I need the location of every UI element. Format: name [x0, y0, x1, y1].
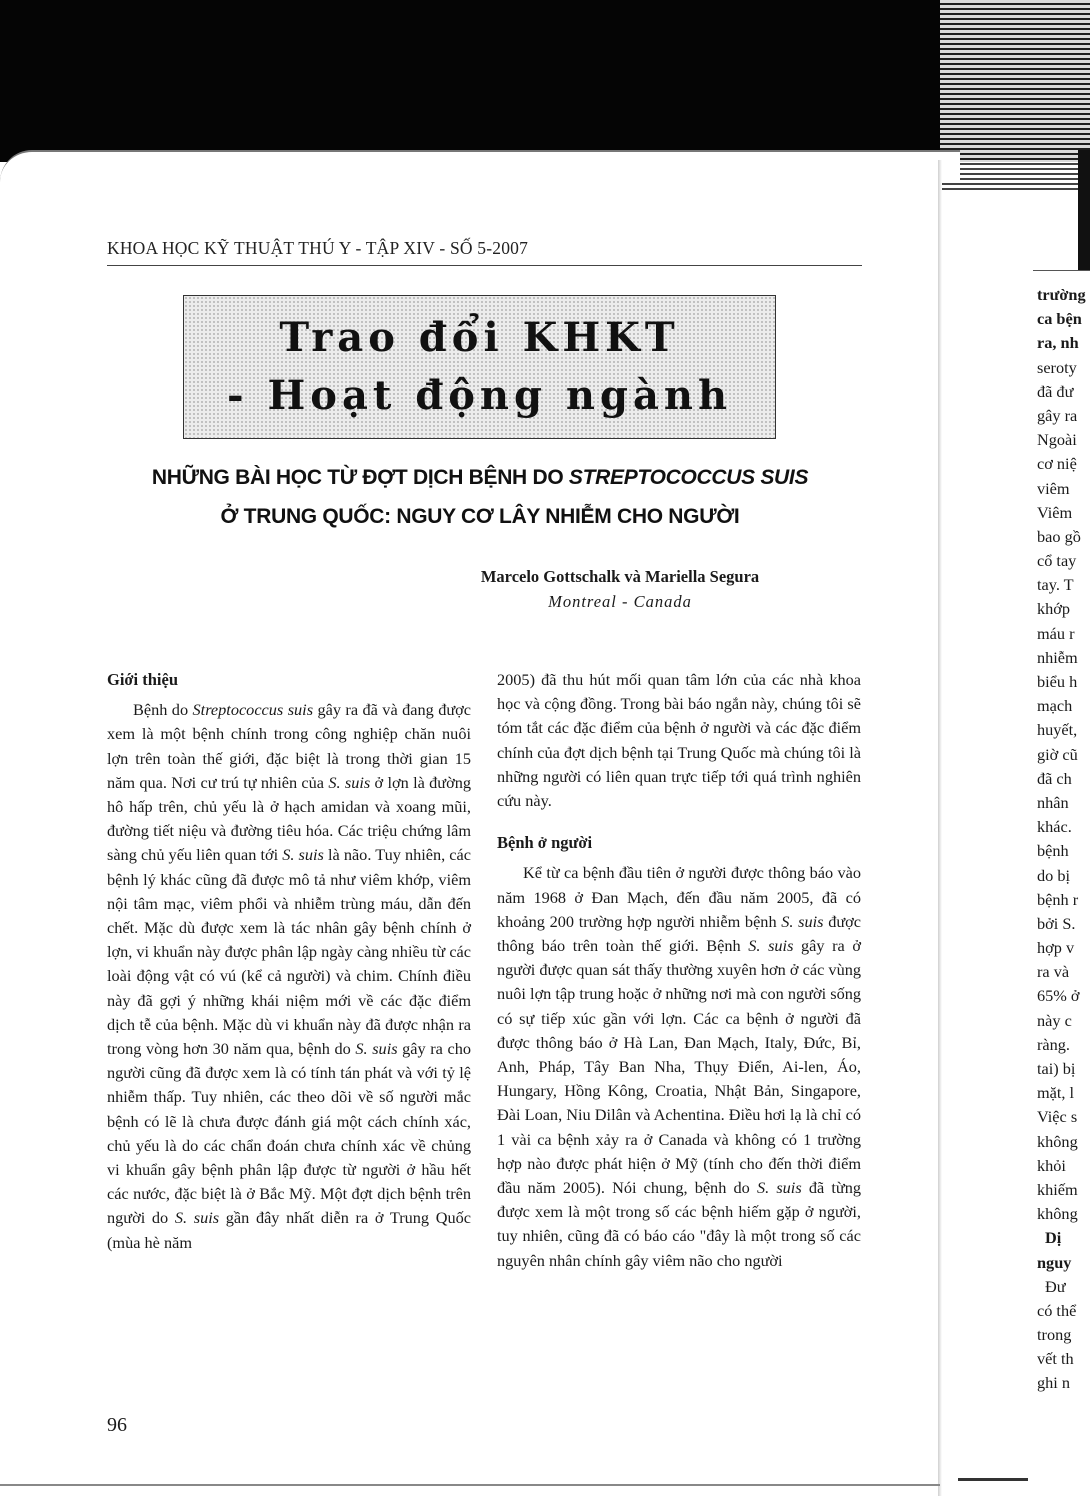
text-run: Kể từ ca bệnh đầu tiên ở người được thông báo vào năm 1968 ở Đan Mạch, đến đầu năm 2005, đã có khoảng 200 trường hợp người nhiễm bệnh — [497, 863, 861, 931]
intro-continuation: 2005) đã thu hút mối quan tâm lớn của các nhà khoa học và cộng đồng. Trong bài báo ngắn này, chúng tôi sẽ tóm tắt các đặc điểm của bệnh ở người và các đặc điểm chính của đợt dịch bệnh tại Trung Quốc mà chúng tôi là những người có liên quan trực tiếp tới quá trình nghiên cứu này. — [497, 670, 861, 811]
fragment-line: tay. T — [1037, 575, 1074, 595]
fragment-line: viêm — [1037, 478, 1070, 498]
next-page-bottom-mark — [958, 1478, 1028, 1481]
intro-paragraph — [107, 698, 471, 1255]
fragment-line: ghi n — [1037, 1373, 1071, 1393]
fragment-line: tai) bị — [1037, 1059, 1076, 1078]
fragment-line: ca bện — [1037, 309, 1082, 329]
fragment-line: trong — [1037, 1325, 1072, 1345]
species-name: S. suis — [756, 1178, 802, 1198]
page-top-edge — [0, 150, 960, 182]
fragment-line: ràng. — [1037, 1034, 1070, 1054]
fragment-line: ra, nh — [1037, 333, 1079, 353]
text-run: được thông báo trên toàn thế giới. Bệnh — [497, 911, 861, 956]
species-name: S. suis — [174, 1208, 220, 1228]
running-head: KHOA HỌC KỸ THUẬT THÚ Y - TẬP XIV - SỐ 5-2007 — [107, 238, 529, 258]
middle-column — [497, 668, 861, 1273]
fragment-line: đã ch — [1037, 768, 1072, 788]
fragment-line: đã đư — [1037, 381, 1074, 401]
fragment-line: nhân — [1037, 792, 1069, 812]
fragment-line: nhiễm — [1037, 647, 1078, 667]
banner-line-1: Trao đổi KHKT — [279, 314, 680, 361]
article-title-line-2: Ở TRUNG QUỐC: NGUY CƠ LÂY NHIỄM CHO NGƯỜI — [220, 505, 740, 528]
scan-dark-border-right — [1078, 150, 1090, 270]
fragment-line: khác. — [1037, 817, 1072, 837]
fragment-line: Dị — [1045, 1228, 1062, 1248]
fragment-line: vết th — [1037, 1349, 1074, 1369]
fragment-line: cơ niệ — [1037, 454, 1077, 474]
authors: Marcelo Gottschalk và Mariella Segura — [480, 567, 760, 586]
fragment-line: 65% ở — [1037, 986, 1080, 1006]
fragment-line: có thể — [1037, 1300, 1077, 1320]
text-run: gần đây nhất diễn ra ở Trung Quốc (mùa hè năm — [107, 1208, 471, 1252]
fragment-line: bệnh — [1037, 841, 1069, 861]
fragment-line: này c — [1037, 1010, 1072, 1030]
heading-human-disease: Bệnh ở người — [497, 833, 593, 853]
fragment-line: seroty — [1037, 357, 1077, 377]
next-page-rule — [1033, 270, 1090, 271]
fragment-line: Đư — [1045, 1276, 1066, 1296]
fragment-line: gây ra — [1037, 405, 1078, 425]
fragment-line: huyết, — [1037, 720, 1078, 740]
species-name: S. suis — [748, 936, 794, 956]
fragment-line: khớp — [1037, 599, 1071, 619]
fragment-line: Ngoài — [1037, 430, 1077, 450]
text-run: Bệnh do — [133, 700, 193, 720]
fragment-line: trường — [1037, 285, 1086, 304]
next-page-column-fragment — [1037, 283, 1090, 1396]
fragment-line: nguy — [1037, 1252, 1072, 1272]
title-species: STREPTOCOCCUS SUIS — [568, 466, 809, 489]
banner-line-2: - Hoạt động ngành — [226, 372, 733, 419]
title-prefix: NHỮNG BÀI HỌC TỪ ĐỢT DỊCH BỆNH DO — [151, 466, 569, 489]
fragment-line: biểu h — [1037, 672, 1078, 691]
left-column — [107, 668, 471, 1255]
fragment-line: khiếm — [1037, 1179, 1078, 1199]
fragment-line: bệnh r — [1037, 889, 1079, 909]
text-run: là não. Tuy nhiên, các bệnh lý khác cũng đã được mô tả như viêm khớp, viêm nội tâm mạc, viêm phổi và nhiễm trùng máu, dẫn đến chết. Mặc dù được xem là tác nhân gây bệnh chính ở lợn, vi khuẩn này được phân lập ngày càng nhiều từ các loài động vật có vú (kể cả người) và chim. Chính điều này đã gợi ý những khái niệm mới về các đặc điểm dịch tễ của bệnh. Mặc dù vi khuẩn này đã được nhận ra trong vòng hơn 30 năm qua, bệnh do — [107, 845, 471, 1059]
species-name: Streptococcus suis — [192, 700, 314, 720]
page-fold-shadow — [938, 160, 942, 1496]
species-name: S. suis — [328, 772, 371, 792]
article-title-line-1 — [80, 466, 880, 490]
running-head-rule — [107, 265, 862, 266]
fragment-line: mặt, l — [1037, 1083, 1075, 1103]
fragment-line: bao gồ — [1037, 526, 1081, 546]
fragment-line: giờ cũ — [1037, 744, 1078, 764]
affiliation: Montreal - Canada — [548, 592, 692, 611]
fragment-line: máu r — [1037, 623, 1075, 643]
fragment-line: cổ tay — [1037, 551, 1077, 571]
heading-introduction: Giới thiệu — [107, 670, 179, 689]
text-run: gây ra cho người cũng đã được xem là có tính tán phát và với tỷ lệ nhiễm thấp. Tuy nhiên, các theo dõi về số người mắc bệnh có lẽ là chưa được đánh giá một cách chính xác, chủ yếu là do các chẩn đoán chưa chính xác về chủng vi khuẩn gây bệnh phân lập được từ người ở hầu hết các nước, đặc biệt là ở Bắc Mỹ. Một đợt dịch bệnh trên người do — [107, 1039, 472, 1228]
text-run: ở lợn là đường hô hấp trên, chủ yếu là ở hạch amidan và xoang mũi, đường tiết niệu và đường tiêu hóa. Các triệu chứng lâm sàng chủ yếu liên quan tới — [107, 772, 471, 865]
fragment-line: Việc s — [1037, 1107, 1078, 1127]
fragment-line: không — [1037, 1204, 1078, 1224]
fragment-line: ra và — [1037, 962, 1070, 982]
scan-dark-border-top — [0, 0, 1090, 162]
fragment-line: hợp v — [1037, 938, 1075, 958]
section-banner — [183, 295, 776, 439]
text-run: gây ra ở người được quan sát thấy thường xuyên hơn ở các vùng nuôi lợn tập trung hoặc ở những nơi mà con người sống có sự tiếp xúc gần với lợn. Các ca bệnh ở người đã được thông báo ở Hà Lan, Đan Mạch, Italy, Đức, Bỉ, Anh, Pháp, Tây Ban Nha, Thụy Điển, Ai-len, Áo, Hungary, Hồng Kông, Croatia, Nhật Bản, Singapore, Đài Loan, Niu Dilân và Achentina. Điều hơi lạ là chỉ có 1 vài ca bệnh xảy ra ở Canada và không có 1 trường hợp nào được phát hiện ở Mỹ (tính cho đến thời điểm đầu năm 2005). Nói chung, bệnh do — [497, 936, 861, 1198]
fragment-line: Viêm — [1037, 502, 1073, 522]
scan-binding-strip — [940, 0, 1090, 190]
fragment-line: mạch — [1037, 696, 1073, 716]
page-number: 96 — [107, 1414, 127, 1436]
human-disease-paragraph — [497, 861, 861, 1272]
text-run: gây ra đã và đang được xem là một bệnh chính trong công nghiệp chăn nuôi lợn trên toàn thế giới, đặc biệt là trong thời gian 15 năm qua. Nơi cư trú tự nhiên của — [107, 700, 471, 792]
species-name: S. suis — [355, 1039, 398, 1059]
fragment-line: bởi S. — [1037, 913, 1076, 933]
page-bottom-edge — [0, 1484, 940, 1486]
text-run: đã từng được xem là một trong số các bệnh hiếm gặp ở người, tuy nhiên, cũng đã có báo cáo "đây là một trong số các nguyên nhân chính gây viêm não cho người — [497, 1178, 861, 1270]
fragment-line: do bị — [1037, 865, 1071, 885]
species-name: S. suis — [781, 911, 824, 931]
fragment-line: khỏi — [1037, 1155, 1066, 1175]
fragment-line: không — [1037, 1131, 1078, 1151]
species-name: S. suis — [282, 845, 324, 865]
